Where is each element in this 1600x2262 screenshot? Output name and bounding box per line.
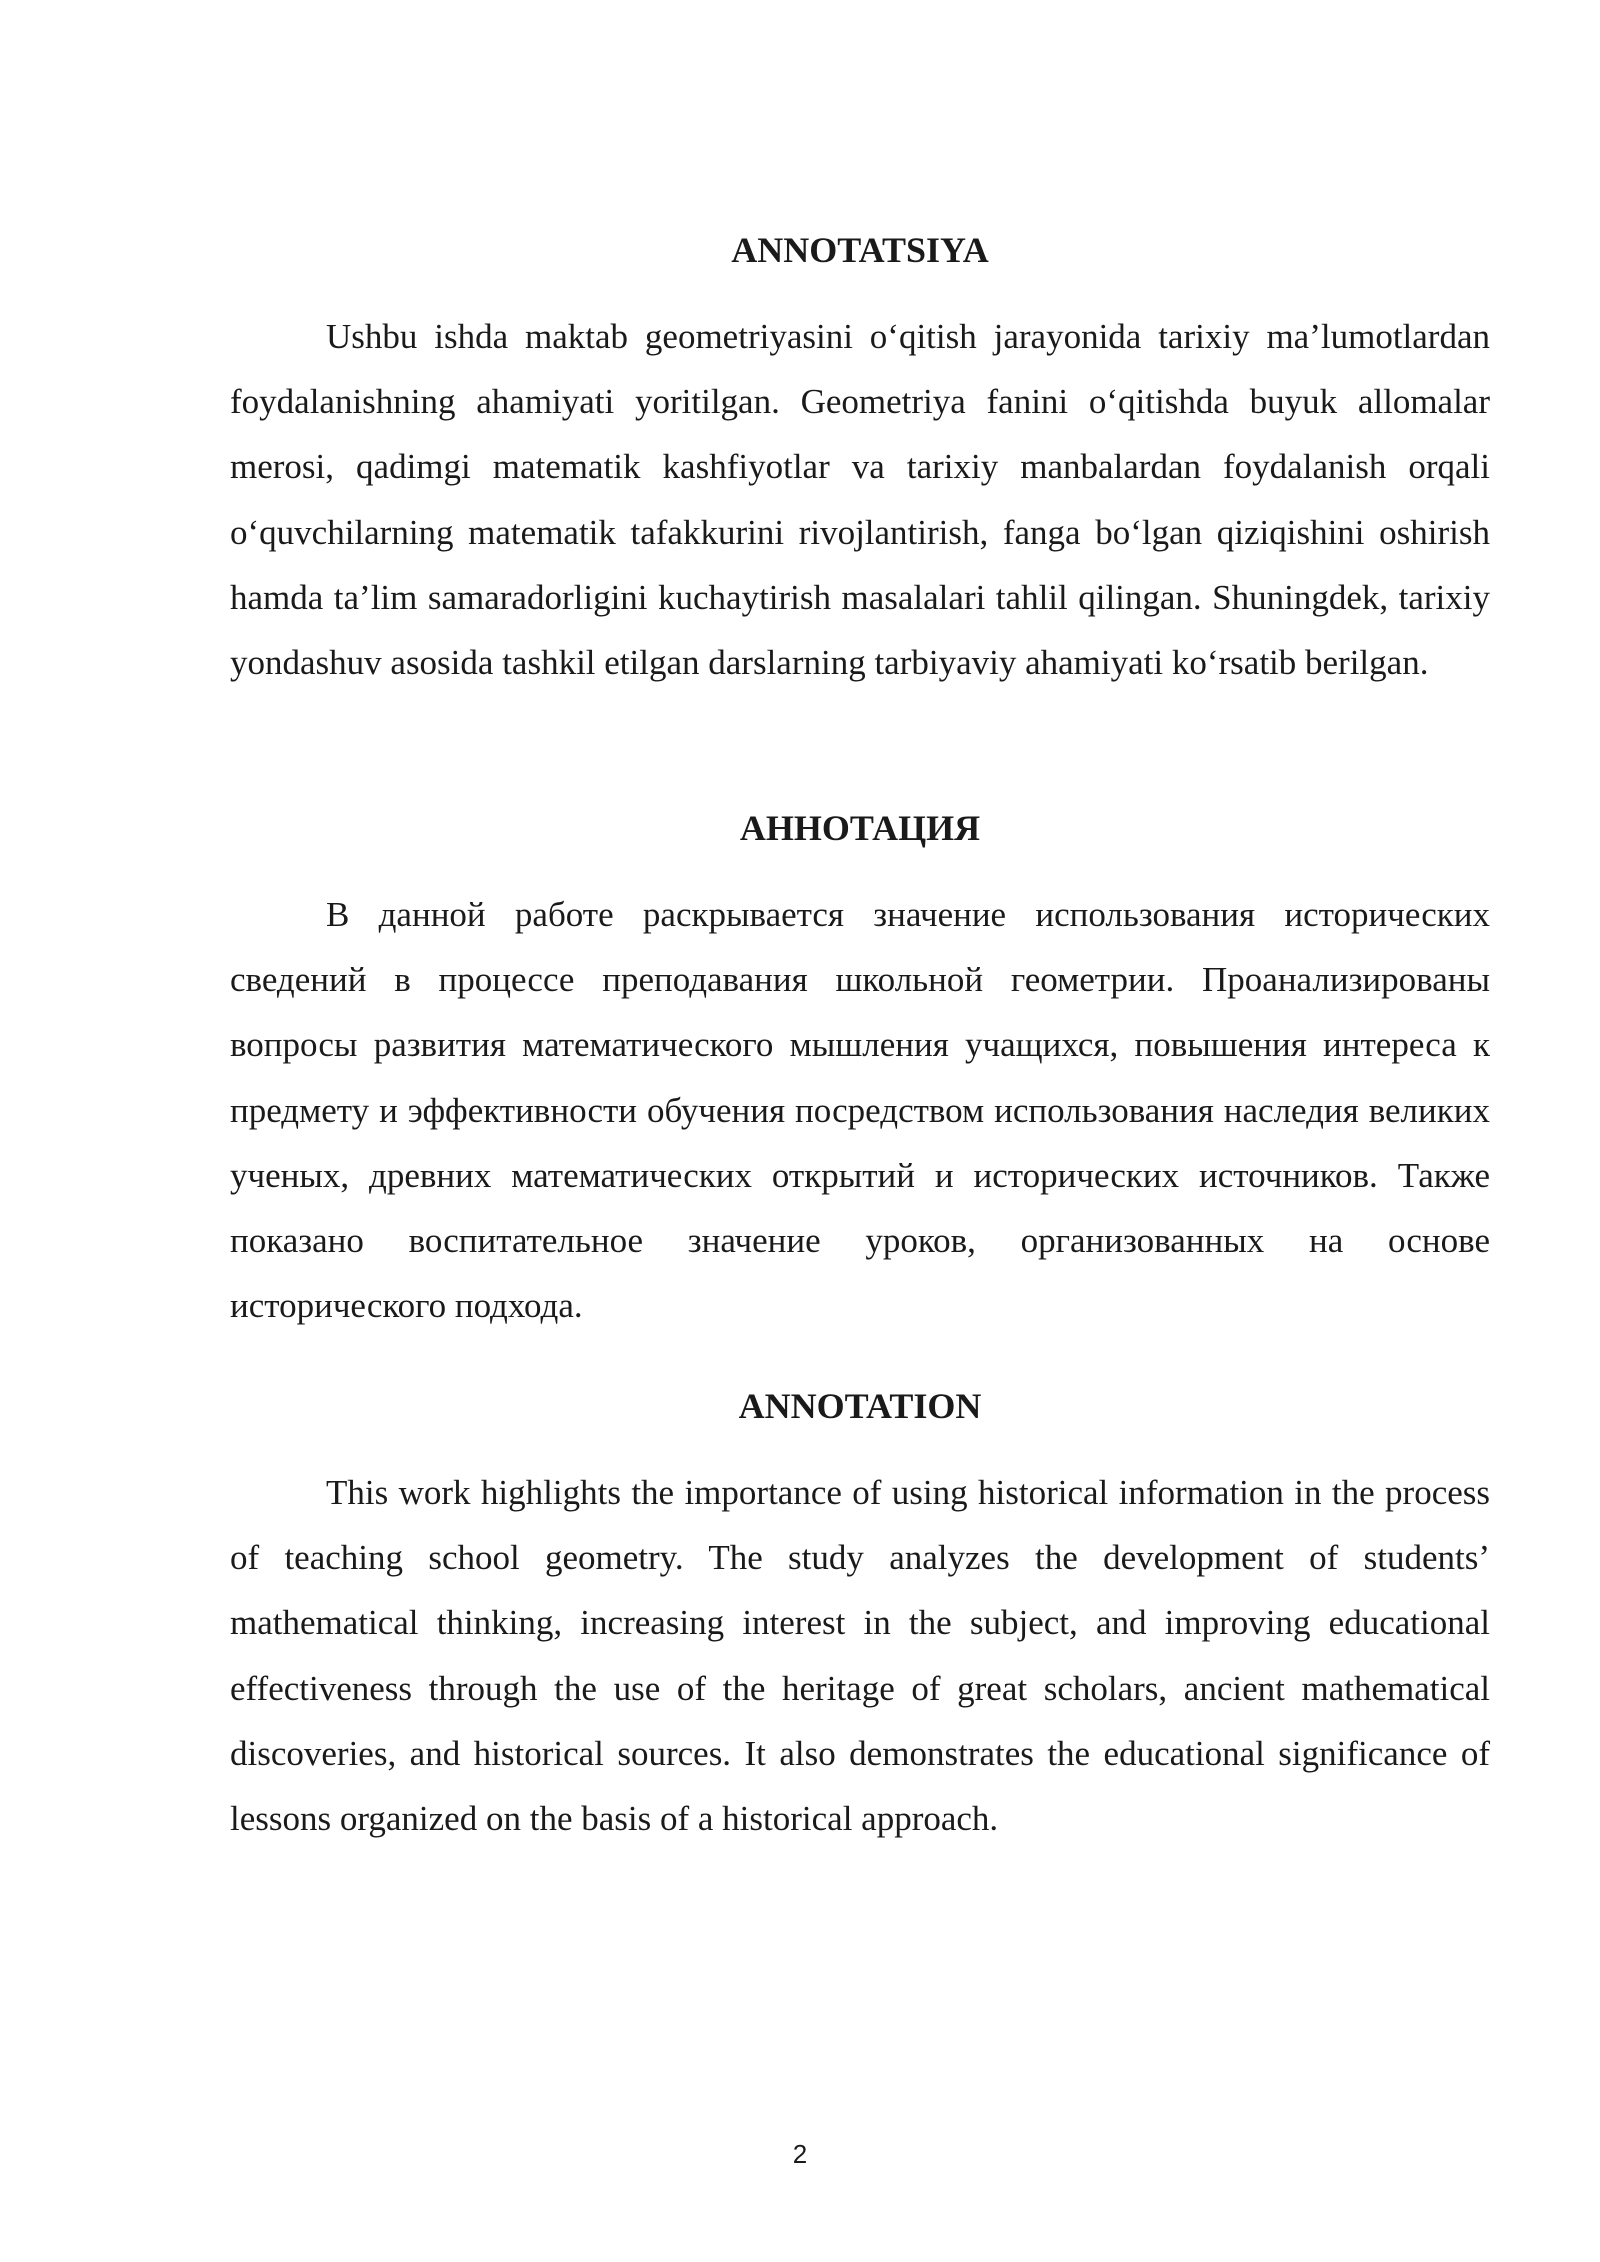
heading-annotatsiya-russian: АННОТАЦИЯ: [739, 808, 981, 848]
heading-annotatsiya: ANNOTATSIYA: [731, 230, 989, 270]
page-number: 2: [792, 2139, 808, 2169]
paragraph-russian: В данной работе раскрывается значение использования исторических сведений в процессе преподавания школьной геометрии. Проанализированы вопросы развития математического мышления учащихся, повышения интереса к предмету и эффективности обучения посредством использования наследия великих ученых, древних математических открытий и исторических источников. Также показано воспитательное значение уроков, организованных на основе исторического подхода.: [230, 895, 1490, 1326]
paragraph-uzbek: Ushbu ishda maktab geometriyasini o‘qitish jarayonida tarixiy ma’lumotlardan foydalanishning ahamiyati yoritilgan. Geometriya fanini o‘qitishda buyuk allomalar merosi, qadimgi matematik kashfiyotlar va tarixiy manbalardan foydalanish orqali o‘quvchilarning matematik tafakkurini rivojlantirish, fanga bo‘lgan qiziqishini oshirish hamda ta’lim samaradorligini kuchaytirish masalalari tahlil qilingan. Shuningdek, tarixiy yondashuv asosida tashkil etilgan darslarning tarbiyaviy ahamiyati ko‘rsatib berilgan.: [230, 317, 1490, 683]
paragraph-english: This work highlights the importance of using historical information in the process of teaching school geometry. The study analyzes the development of students’ mathematical thinking, increasing interest in the subject, and improving educational effectiveness through the use of the heritage of great scholars, ancient mathematical discoveries, and historical sources. It also demonstrates the educational significance of lessons organized on the basis of a historical approach.: [230, 1473, 1490, 1839]
heading-annotation: ANNOTATION: [738, 1386, 982, 1426]
